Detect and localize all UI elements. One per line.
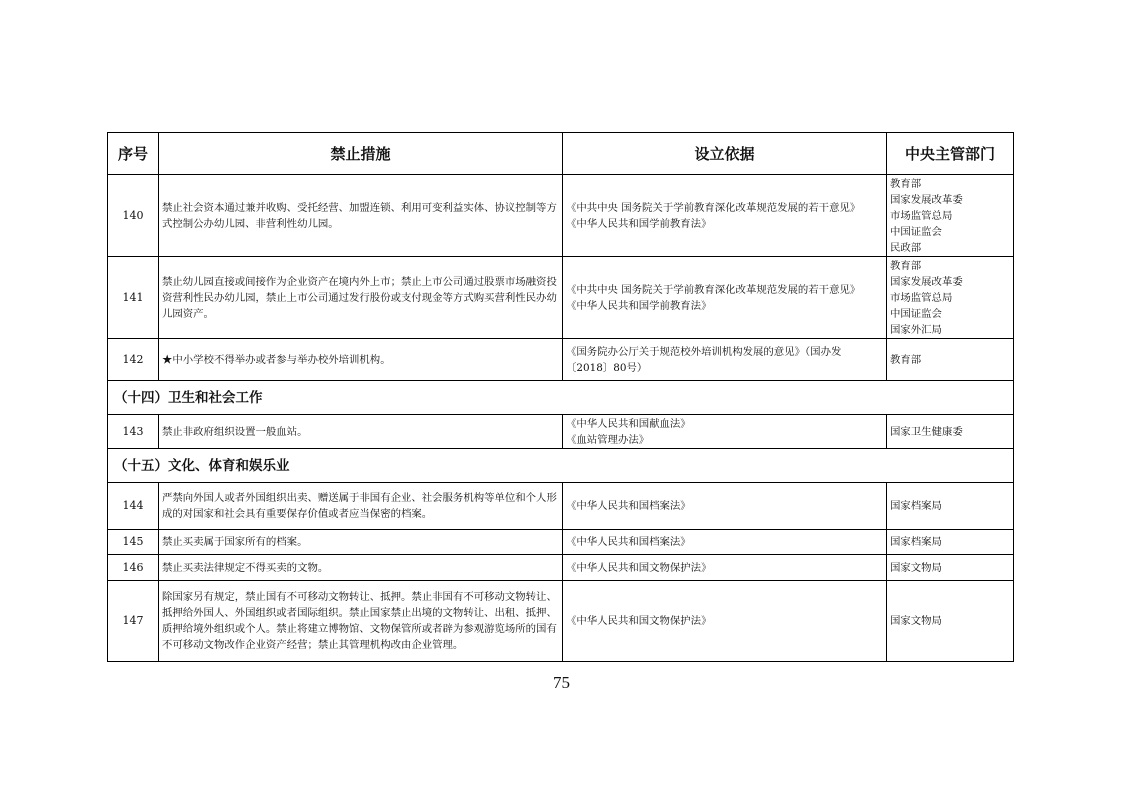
section-row [108,381,1014,415]
table-row [108,555,1014,581]
row-number: 144 [108,483,159,530]
dept-line: 中国证监会 [890,307,942,320]
measure-cell: 禁止幼儿园直接或间接作为企业资产在境内外上市；禁止上市公司通过股票市场融资投资营利性民办幼儿园，禁止上市公司通过发行股份或支付现金等方式购买营利性民办幼儿园资产。 [159,257,563,339]
table-row [108,415,1014,449]
dept-cell: 国家文物局 [887,581,1014,662]
basis-line: 《中华人民共和国学前教育法》 [566,299,712,312]
basis-cell: 《国务院办公厅关于规范校外培训机构发展的意见》（国办发〔2018〕80号） [563,339,887,381]
page-number: 75 [553,673,570,692]
row-number: 141 [108,257,159,339]
row-number: 142 [108,339,159,381]
basis-cell [563,415,887,449]
dept-line: 教育部 [890,177,922,190]
row-number: 143 [108,415,159,449]
measure-cell: 禁止买卖法律规定不得买卖的文物。 [159,555,563,581]
table-row [108,339,1014,381]
basis-cell [563,257,887,339]
table-row [108,175,1014,257]
table-row [108,257,1014,339]
row-number: 147 [108,581,159,662]
row-number: 146 [108,555,159,581]
section-heading: （十五）文化、体育和娱乐业 [108,449,1014,483]
measure-cell: 禁止非政府组织设置一般血站。 [159,415,563,449]
measure-cell: 禁止社会资本通过兼并收购、受托经营、加盟连锁、利用可变利益实体、协议控制等方式控制公办幼儿园、非营利性幼儿园。 [159,175,563,257]
basis-line: 《中华人民共和国学前教育法》 [566,217,712,230]
basis-cell: 《中华人民共和国档案法》 [563,530,887,555]
dept-line: 市场监管总局 [890,291,953,304]
table-row [108,530,1014,555]
basis-line: 《中共中央 国务院关于学前教育深化改革规范发展的若干意见》 [566,201,861,214]
prohibition-table [107,132,1014,662]
measure-cell: 严禁向外国人或者外国组织出卖、赠送属于非国有企业、社会服务机构等单位和个人形成的对国家和社会具有重要保存价值或者应当保密的档案。 [159,483,563,530]
header-basis: 设立依据 [563,133,887,175]
table-row [108,483,1014,530]
measure-cell: 禁止买卖属于国家所有的档案。 [159,530,563,555]
header-dept: 中央主管部门 [887,133,1014,175]
basis-cell: 《中华人民共和国文物保护法》 [563,581,887,662]
basis-line: 《血站管理办法》 [566,433,650,446]
dept-cell [887,257,1014,339]
dept-line: 国家发展改革委 [890,275,963,288]
section-heading: （十四）卫生和社会工作 [108,381,1014,415]
measure-cell: ★中小学校不得举办或者参与举办校外培训机构。 [159,339,563,381]
table-header-row [108,133,1014,175]
basis-cell: 《中华人民共和国档案法》 [563,483,887,530]
dept-line: 市场监管总局 [890,209,953,222]
dept-line: 中国证监会 [890,225,942,238]
row-number: 145 [108,530,159,555]
section-row [108,449,1014,483]
basis-cell [563,175,887,257]
measure-cell: 除国家另有规定，禁止国有不可移动文物转让、抵押。禁止非国有不可移动文物转让、抵押给外国人、外国组织或者国际组织。禁止国家禁止出境的文物转让、出租、抵押、质押给境外组织或个人。禁止将建立博物馆、文物保管所或者辟为参观游览场所的国有不可移动文物改作企业资产经营；禁止其管理机构改由企业管理。 [159,581,563,662]
dept-cell: 国家卫生健康委 [887,415,1014,449]
table-row [108,581,1014,662]
dept-line: 教育部 [890,259,922,272]
dept-cell: 教育部 [887,339,1014,381]
dept-line: 民政部 [890,241,922,254]
basis-line: 《中共中央 国务院关于学前教育深化改革规范发展的若干意见》 [566,283,861,296]
row-number: 140 [108,175,159,257]
regulation-table-container [107,132,1013,662]
dept-cell: 国家档案局 [887,483,1014,530]
header-no: 序号 [108,133,159,175]
header-measure: 禁止措施 [159,133,563,175]
dept-cell [887,175,1014,257]
basis-line: 《中华人民共和国献血法》 [566,417,691,430]
basis-cell: 《中华人民共和国文物保护法》 [563,555,887,581]
dept-line: 国家外汇局 [890,323,942,336]
dept-line: 国家发展改革委 [890,193,963,206]
dept-cell: 国家文物局 [887,555,1014,581]
dept-cell: 国家档案局 [887,530,1014,555]
